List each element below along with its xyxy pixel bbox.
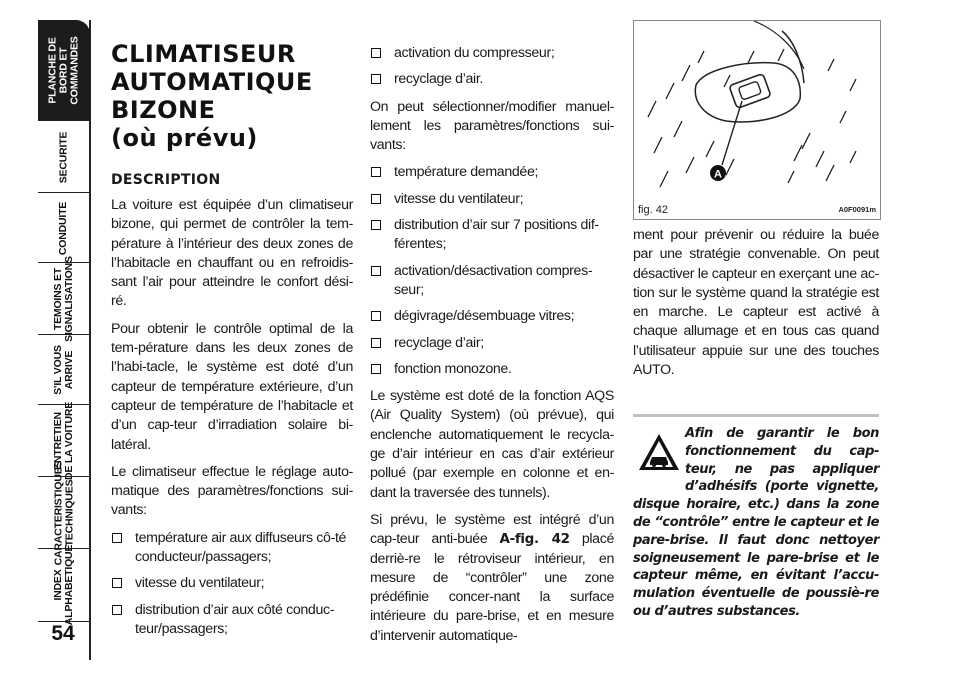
list-item: température air aux diffuseurs cô-té conducteur/passagers; <box>111 529 353 568</box>
figure-marker-label: A <box>714 168 722 181</box>
list-item: vitesse du ventilateur; <box>370 190 614 209</box>
tab-securite[interactable]: SECURITE <box>38 120 90 193</box>
checkbox-bullet-icon <box>371 194 381 204</box>
chapter-sidebar <box>0 0 96 692</box>
tab-conduite[interactable]: CONDUITE <box>38 192 90 263</box>
column-1 <box>111 40 353 647</box>
list-item: recyclage d’air. <box>370 70 614 89</box>
paragraph: On peut sélectionner/modifier manuel-lement les paramètres/fonctions sui-vants: <box>370 98 614 154</box>
tab-temoins[interactable]: TEMOINS ET SIGNALISATIONS <box>38 262 90 335</box>
list-item: activation/désactivation compres-seur; <box>370 262 614 301</box>
tab-entretien[interactable]: ENTRETIEN DE LA VOITURE <box>38 404 90 477</box>
list-item: distribution d’air aux côté conduc-teur/passagers; <box>111 601 353 640</box>
list-item: recyclage d’air; <box>370 334 614 353</box>
manual-parameters-list <box>370 163 614 379</box>
checkbox-bullet-icon <box>371 48 381 58</box>
figure-caption: fig. 42 <box>638 204 668 216</box>
checkbox-bullet-icon <box>112 578 122 588</box>
checkbox-bullet-icon <box>371 311 381 321</box>
column-2 <box>370 44 614 654</box>
checkbox-bullet-icon <box>371 266 381 276</box>
checkbox-bullet-icon <box>371 220 381 230</box>
tab-planche-de-bord[interactable]: PLANCHE DE BORD ET COMMANDES <box>38 20 90 120</box>
tab-sil-vous-arrive[interactable]: S'IL VOUS ARRIVE <box>38 334 90 405</box>
list-item: activation du compresseur; <box>370 44 614 63</box>
list-item: distribution d’air sur 7 positions dif-férentes; <box>370 216 614 255</box>
warning-triangle-icon <box>637 432 681 472</box>
checkbox-bullet-icon <box>371 364 381 374</box>
paragraph: Pour obtenir le contrôle optimal de la tem-pérature dans les deux zones de l’habi-tacle, le système est doté d’un capteur de température extérieure, d’un capteur de température de l’habitacle et d’un cap-teur d’irradiation solaire bi-latéral. <box>111 320 353 453</box>
checkbox-bullet-icon <box>371 74 381 84</box>
auto-parameters-list-cont <box>370 44 614 90</box>
figure-code: A0F0091m <box>838 205 876 214</box>
paragraph: Le climatiseur effectue le réglage auto-matique des paramètres/fonctions sui-vants: <box>111 463 353 519</box>
list-item: vitesse du ventilateur; <box>111 574 353 593</box>
checkbox-bullet-icon <box>371 338 381 348</box>
figure-42 <box>633 20 881 220</box>
checkbox-bullet-icon <box>112 533 122 543</box>
checkbox-bullet-icon <box>112 605 122 615</box>
paragraph: ment pour prévenir ou réduire la buée par une stratégie convenable. On peut désactiver le capteur en exerçant une ac-tion sur le système quand la stratégie est en marche. Le capteur est activé à chaque allumage et en tous cas quand l’utilisateur appuie sur une des touches AUTO. <box>633 227 879 379</box>
auto-parameters-list <box>111 529 353 639</box>
paragraph: La voiture est équipée d’un climatiseur bizone, qui permet de contrôler la tem-pérature à l’intérieur des deux zones de l’habitacle en chauffant ou en refroidis-sant l’air pour atteindre le confort dési-ré. <box>111 197 353 310</box>
warning-box <box>633 414 879 621</box>
paragraph: Si prévu, le système est intégré d’un cap-teur anti-buée A-fig. 42 placé derriè-re le rétroviseur intérieur, en mesure de “contrôler” une zone prédéfinie concer-nant la surface intérieure du pare-brise, et en mesure d’intervenir automatique- <box>370 511 615 644</box>
windshield-sensor-illustration <box>634 21 880 201</box>
warning-rule <box>633 414 879 417</box>
tab-index[interactable]: INDEX ALPHABETIQUE <box>38 548 90 622</box>
page-number: 54 <box>51 622 75 645</box>
tab-caracteristiques[interactable]: CARACTERISTIQUES TECHNIQUES <box>38 476 90 549</box>
list-item: dégivrage/désembuage vitres; <box>370 307 614 326</box>
paragraph: Le système est doté de la fonction AQS (Air Quality System) (où prévue), qui enclenche automatiquement le recycla-ge d’air intérieur en cas d’air extérieur pollué (par exemple en colonne et en-dant la traversée des tunnels). <box>370 388 614 501</box>
column-3 <box>633 226 879 388</box>
warning-text: Afin de garantir le bon fonctionnement du cap-teur, ne pas appliquer d’adhésifs (porte vignette, disque horaire, etc.) dans la zone de “contrôle” entre le capteur et le pare-brise. Il faut donc nettoyer soigneusement le pare-brise et le capteur même, en évitant l’accu-mulation éventuelle de poussiè-re ou d’autres substances. <box>633 426 879 619</box>
page-title: CLIMATISEUR AUTOMATIQUE BIZONE (où prévu) <box>111 40 313 152</box>
figure-reference[interactable]: A-fig. 42 <box>499 531 570 548</box>
description-heading: DESCRIPTION <box>111 172 221 188</box>
checkbox-bullet-icon <box>371 167 381 177</box>
list-item: température demandée; <box>370 163 614 182</box>
list-item: fonction monozone. <box>370 360 614 379</box>
